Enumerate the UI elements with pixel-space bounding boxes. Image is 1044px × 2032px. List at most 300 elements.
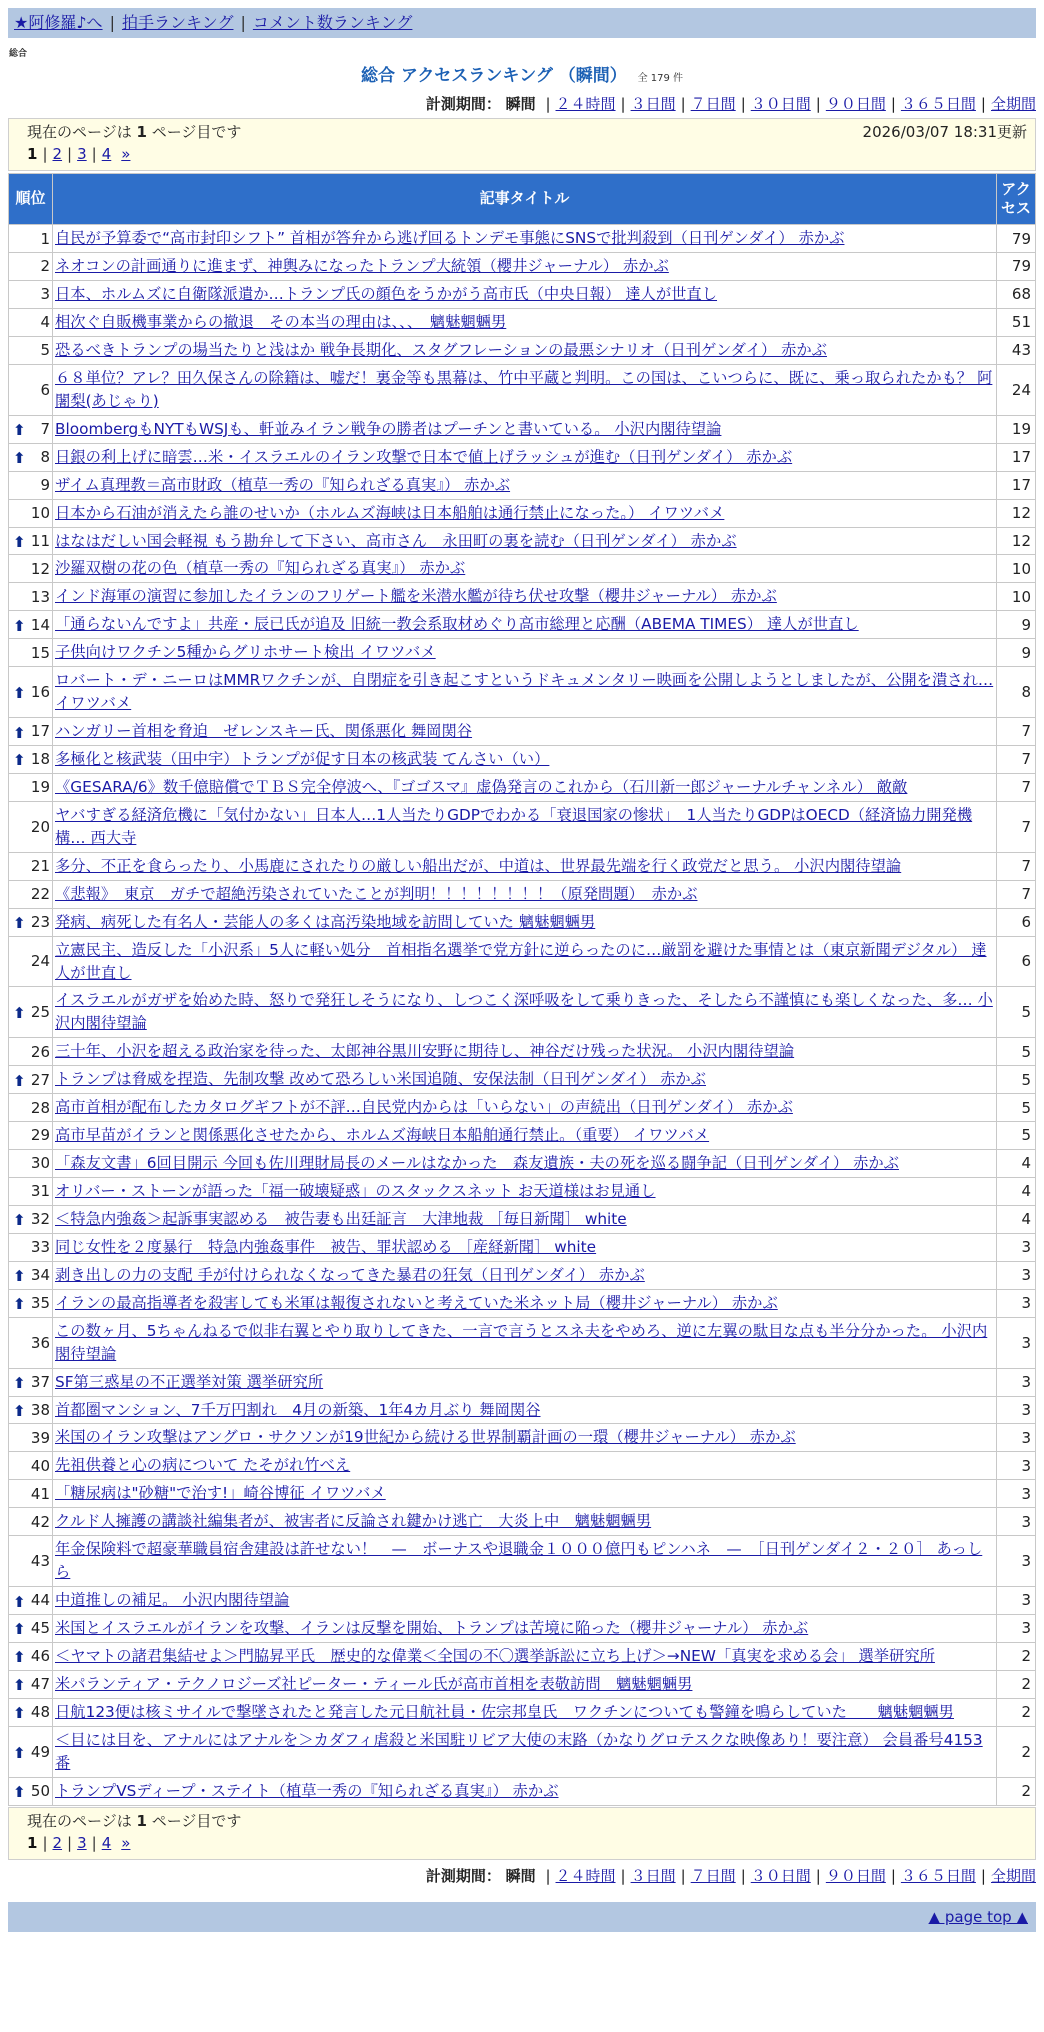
rank-number: 25 xyxy=(30,1003,50,1022)
period-current: 瞬間 xyxy=(505,1866,536,1885)
title-cell xyxy=(53,1234,996,1261)
category-label: 総合 xyxy=(9,49,28,59)
rank-number: 5 xyxy=(40,341,50,360)
access-count: 3 xyxy=(997,1234,1035,1261)
pager-link[interactable]: 2 xyxy=(52,145,63,164)
title-cell xyxy=(53,416,996,443)
rank-cell xyxy=(9,1615,52,1642)
period-separator: | xyxy=(890,94,896,113)
period-separator: | xyxy=(815,1866,821,1885)
article-link[interactable]: 子供向けワクチン5種からグリホサート検出 イワツバメ xyxy=(55,643,436,662)
rank-number: 33 xyxy=(30,1238,50,1257)
article-link[interactable]: ヤバすぎる経済危機に「気付かない」日本人…1人当たりGDPでわかる「衰退国家の惨状」 1人当たりGDPはOECD（経済協力開発機構… 西大寺 xyxy=(55,805,973,847)
rank-cell xyxy=(9,528,52,555)
arrow-up-icon: ⬆ xyxy=(13,1648,26,1667)
arrow-up-icon: ⬆ xyxy=(13,1783,26,1802)
access-count: 17 xyxy=(997,444,1035,471)
rank-number: 21 xyxy=(30,857,50,876)
period-link[interactable]: ３０日間 xyxy=(750,94,811,113)
rank-cell xyxy=(9,909,52,936)
article-link[interactable]: BloombergもNYTもWSJも、軒並みイラン戦争の勝者はプーチンと書いている。 小沢内閣待望論 xyxy=(55,419,722,438)
period-link[interactable]: ３日間 xyxy=(630,1866,676,1885)
article-link[interactable]: 自民が予算委で“高市封印シフト” 首相が答弁から逃げ回るトンデモ事態にSNSで批判殺到（日刊ゲンダイ） 赤かぶ xyxy=(55,229,845,248)
access-count: 10 xyxy=(997,583,1035,610)
access-count: 5 xyxy=(997,1066,1035,1093)
article-link[interactable]: 「森友文書」6回目開示 今回も佐川理財局長のメールはなかった 森友遺族・夫の死を巡る闘争記（日刊ゲンダイ） 赤かぶ xyxy=(55,1154,899,1173)
period-link[interactable]: 全期間 xyxy=(990,1866,1036,1885)
title-cell xyxy=(53,611,996,638)
rank-number: 34 xyxy=(30,1266,50,1285)
rank-cell xyxy=(9,1369,52,1396)
article-link[interactable]: 沙羅双樹の花の色（植草一秀の『知られざる真実』） 赤かぶ xyxy=(55,559,466,578)
rank-number: 36 xyxy=(30,1333,50,1352)
rank-cell xyxy=(9,1094,52,1121)
comment-ranking-link[interactable]: コメント数ランキング xyxy=(252,13,413,33)
rank-cell xyxy=(9,1671,52,1698)
access-count: 12 xyxy=(997,500,1035,527)
rank-number: 1 xyxy=(40,229,50,248)
title-cell xyxy=(53,881,996,908)
arrow-up-icon: ⬆ xyxy=(13,1004,26,1023)
arrow-up-icon: ⬆ xyxy=(13,1071,26,1090)
article-link[interactable]: 米国とイスラエルがイランを攻撃、イランは反撃を開始、トランプは苦境に陥った（櫻井ジャーナル） 赤かぶ xyxy=(55,1619,809,1637)
table-row xyxy=(9,253,1035,280)
rank-cell xyxy=(9,472,52,499)
page-info-prefix: 現在のページは xyxy=(27,1811,132,1830)
home-link[interactable]: ★阿修羅♪へ xyxy=(14,13,103,33)
title-cell xyxy=(53,1150,996,1177)
rank-number: 38 xyxy=(30,1400,50,1419)
article-link[interactable]: 三十年、小沢を超える政治家を待った、太郎神谷黒川安野に期待し、神谷だけ残った状況。 小沢内閣待望論 xyxy=(55,1042,795,1061)
article-link[interactable]: 日航123便は核ミサイルで撃墜されたと発言した元日航社員・佐宗邦皇氏 ワクチンについても警鐘を鳴らしていた 魑魅魍魎男 xyxy=(55,1702,954,1721)
page-top-link[interactable]: ▲ page top ▲ xyxy=(928,1907,1028,1926)
title-cell xyxy=(53,1424,996,1451)
arrow-up-icon: ⬆ xyxy=(13,1704,26,1723)
table-row xyxy=(9,1066,1035,1093)
article-link[interactable]: 日本から石油が消えたら誰のせいか（ホルムズ海峡は日本船舶は通行禁止になった。） イワツバメ xyxy=(55,503,725,522)
article-link[interactable]: ハンガリー首相を脅迫 ゼレンスキー氏、関係悪化 舞岡関谷 xyxy=(55,722,473,741)
rank-cell xyxy=(9,1150,52,1177)
bottom-bar xyxy=(8,1902,1036,1932)
top-nav-bar xyxy=(8,8,1036,38)
arrow-up-icon: ⬆ xyxy=(13,616,26,635)
rank-number: 44 xyxy=(30,1591,50,1610)
title-cell xyxy=(53,1262,996,1289)
article-link[interactable]: ＜特急内強姦＞起訴事実認める 被告妻も出廷証言 大津地裁 ［毎日新聞］ white xyxy=(55,1209,627,1228)
title-cell xyxy=(53,802,996,852)
table-row xyxy=(9,611,1035,638)
article-link[interactable]: ＜ヤマトの諸君集結せよ＞門脇昇平氏 歴史的な偉業＜全国の不〇選挙訴訟に立ち上げ＞→NEW「真実を求める会」 選挙研究所 xyxy=(55,1646,935,1665)
access-count: 3 xyxy=(997,1424,1035,1451)
article-link[interactable]: 日銀の利上げに暗雲…米・イスラエルのイラン攻撃で日本で値上げラッシュが進む（日刊ゲンダイ） 赤かぶ xyxy=(55,447,793,466)
rank-cell xyxy=(9,774,52,801)
rank-cell xyxy=(9,1206,52,1233)
nav-separator: | xyxy=(240,13,246,33)
article-link[interactable]: イスラエルがガザを始めた時、怒りで発狂しそうになり、しつこく深呼吸をして乗りきった、そしたら不謹慎にも楽しくなった、多… 小沢内閣待望論 xyxy=(55,991,993,1033)
period-label: 計測期間： xyxy=(425,1866,501,1885)
table-row xyxy=(9,309,1035,336)
table-row xyxy=(9,1150,1035,1177)
table-row xyxy=(9,1615,1035,1642)
title-cell xyxy=(53,1094,996,1121)
article-link[interactable]: 中道推しの補足。 小沢内閣待望論 xyxy=(55,1591,290,1610)
article-link[interactable]: 「通らないんですよ」共産・辰已氏が追及 旧統一教会系取材めぐり高市総理と応酬（ABEMA TIMES） 達人が世直し xyxy=(55,615,859,634)
table-row xyxy=(9,774,1035,801)
rank-cell xyxy=(9,1290,52,1317)
access-count: 12 xyxy=(997,528,1035,555)
access-count: 6 xyxy=(997,909,1035,936)
rank-cell xyxy=(9,937,52,987)
rank-cell xyxy=(9,225,52,252)
rank-cell xyxy=(9,639,52,666)
period-link[interactable]: ９０日間 xyxy=(825,94,886,113)
rank-number: 19 xyxy=(30,778,50,797)
table-row xyxy=(9,1778,1035,1805)
rank-number: 28 xyxy=(30,1098,50,1117)
pager-next-link[interactable]: » xyxy=(121,145,131,164)
col-title-header: 記事タイトル xyxy=(53,174,996,224)
rank-number: 32 xyxy=(30,1210,50,1229)
table-row xyxy=(9,909,1035,936)
table-row xyxy=(9,853,1035,880)
pager-separator: | xyxy=(91,145,97,164)
pager-separator: | xyxy=(42,145,48,164)
rank-number: 39 xyxy=(30,1428,50,1447)
article-link[interactable]: ネオコンの計画通りに進まず、神輿みになったトランプ大統領（櫻井ジャーナル） 赤かぶ xyxy=(55,257,669,276)
rank-cell xyxy=(9,1508,52,1535)
period-link[interactable]: ３６５日間 xyxy=(900,1866,976,1885)
table-row xyxy=(9,1397,1035,1424)
article-link[interactable]: 《GESARA/6》数千億賠償でＴＢＳ完全停波へ、『ゴゴスマ』虚偽発言のこれから（石川新一郎ジャーナルチャンネル） 敵敵 xyxy=(55,777,908,796)
article-link[interactable]: 日本、ホルムズに自衛隊派遣か…トランプ氏の顔色をうかがう高市氏（中央日報） 達人が世直し xyxy=(55,285,718,304)
period-current: 瞬間 xyxy=(505,94,536,113)
article-link[interactable]: 年金保険料で超豪華職員宿舎建設は許せない！ — ボーナスや退職金１０００億円もピンハネ — ［日刊ゲンダイ２・２０］ あっしら xyxy=(55,1540,983,1582)
rank-cell xyxy=(9,1397,52,1424)
rank-cell xyxy=(9,718,52,745)
access-count: 79 xyxy=(997,253,1035,280)
rank-number: 20 xyxy=(30,817,50,836)
article-link[interactable]: ロバート・デ・ニーロはMMRワクチンが、自閉症を引き起こすというドキュメンタリー映画を公開しようとしましたが、公開を潰され… イワツバメ xyxy=(55,671,994,713)
title-cell xyxy=(53,555,996,582)
title-cell xyxy=(53,281,996,308)
article-link[interactable]: インド海軍の演習に参加したイランのフリゲート艦を米潜水艦が待ち伏せ攻撃（櫻井ジャーナル） 赤かぶ xyxy=(55,587,777,606)
col-access-header: アクセス xyxy=(997,174,1035,224)
title-cell xyxy=(53,1587,996,1614)
rank-cell xyxy=(9,416,52,443)
article-link[interactable]: 相次ぐ自販機事業からの撤退 その本当の理由は、、、 魑魅魍魎男 xyxy=(55,313,507,331)
article-link[interactable]: イランの最高指導者を殺害しても米軍は報復されないと考えていた米ネット局（櫻井ジャーナル） 赤かぶ xyxy=(55,1293,778,1312)
period-link[interactable]: ３０日間 xyxy=(750,1866,811,1885)
article-link[interactable]: クルド人擁護の講談社編集者が、被害者に反論され鍵かけ逃亡 大炎上中 魑魅魍魎男 xyxy=(55,1512,652,1531)
title-cell xyxy=(53,1671,996,1698)
access-count: 3 xyxy=(997,1397,1035,1424)
arrow-up-icon: ⬆ xyxy=(13,1211,26,1230)
arrow-up-icon: ⬆ xyxy=(13,421,26,440)
period-separator: | xyxy=(980,1866,986,1885)
pager-separator: | xyxy=(91,1833,97,1852)
total-count: 全 179 件 xyxy=(637,73,684,84)
pager-current: 1 xyxy=(27,1833,38,1852)
article-link[interactable]: 剥き出しの力の支配 手が付けられなくなってきた暴君の狂気（日刊ゲンダイ） 赤かぶ xyxy=(55,1265,645,1284)
rank-cell xyxy=(9,987,52,1037)
table-row xyxy=(9,281,1035,308)
rank-number: 4 xyxy=(40,313,50,332)
period-link[interactable]: 全期間 xyxy=(990,94,1036,113)
pager-link[interactable]: 3 xyxy=(77,1833,87,1852)
period-separator: | xyxy=(980,94,986,113)
period-link[interactable]: ３６５日間 xyxy=(900,94,976,113)
rank-number: 9 xyxy=(40,475,50,494)
period-link[interactable]: ２４時間 xyxy=(555,94,616,113)
arrow-up-icon: ⬆ xyxy=(13,1267,26,1286)
title-cell xyxy=(53,1615,996,1642)
period-link[interactable]: ７日間 xyxy=(690,1866,736,1885)
pager-link[interactable]: 4 xyxy=(101,1833,112,1852)
table-row xyxy=(9,1178,1035,1205)
access-count: 19 xyxy=(997,416,1035,443)
pager-separator: | xyxy=(67,1833,73,1852)
rank-number: 8 xyxy=(40,448,50,467)
article-link[interactable]: はなはだしい国会軽視 もう勘弁して下さい、高市さん 永田町の裏を読む（日刊ゲンダイ） 赤かぶ xyxy=(55,531,737,550)
period-link[interactable]: ２４時間 xyxy=(555,1866,616,1885)
article-link[interactable]: SF第三惑星の不正選挙対策 選挙研究所 xyxy=(55,1372,324,1391)
table-row xyxy=(9,1587,1035,1614)
article-link[interactable]: オリバー・ストーンが語った「福一破壊疑惑」のスタックスネット お天道様はお見通し xyxy=(55,1182,656,1200)
rank-cell xyxy=(9,853,52,880)
rank-cell xyxy=(9,1452,52,1479)
table-row xyxy=(9,1318,1035,1368)
title-cell xyxy=(53,472,996,499)
pager-link[interactable]: 3 xyxy=(77,145,87,164)
article-link[interactable]: 発病、病死した有名人・芸能人の多くは高汚染地域を訪問していた 魑魅魍魎男 xyxy=(55,912,596,931)
period-separator: | xyxy=(890,1866,896,1885)
rank-number: 43 xyxy=(30,1552,50,1570)
rank-number: 22 xyxy=(30,885,50,904)
rank-number: 2 xyxy=(40,257,50,276)
rank-cell xyxy=(9,1318,52,1368)
access-count: 3 xyxy=(997,1290,1035,1317)
table-row xyxy=(9,746,1035,773)
access-count: 6 xyxy=(997,937,1035,987)
access-count: 7 xyxy=(997,881,1035,908)
access-count: 5 xyxy=(997,1094,1035,1121)
rank-number: 14 xyxy=(30,615,50,634)
rank-number: 3 xyxy=(40,285,50,304)
rank-number: 46 xyxy=(30,1647,50,1666)
access-count: 51 xyxy=(997,309,1035,336)
article-link[interactable]: 立憲民主、造反した「小沢系」5人に軽い処分 首相指名選挙で党方針に逆らったのに…厳罰を避けた事情とは（東京新聞デジタル） 達人が世直し xyxy=(55,940,987,982)
access-count: 7 xyxy=(997,774,1035,801)
period-link[interactable]: ７日間 xyxy=(690,94,736,113)
access-count: 7 xyxy=(997,746,1035,773)
title-cell xyxy=(53,528,996,555)
article-link[interactable]: 米国のイラン攻撃はアングロ・サクソンが19世紀から続ける世界制覇計画の一環（櫻井ジャーナル） 赤かぶ xyxy=(55,1428,796,1447)
table-row xyxy=(9,987,1035,1037)
article-link[interactable]: 先祖供養と心の病について たそがれ竹べえ xyxy=(55,1456,351,1475)
rank-cell xyxy=(9,1587,52,1614)
title-cell xyxy=(53,1480,996,1507)
rank-cell xyxy=(9,365,52,415)
title-cell xyxy=(53,1178,996,1205)
article-link[interactable]: ザイム真理教＝高市財政（植草一秀の『知られざる真実』） 赤かぶ xyxy=(55,475,511,494)
rank-number: 41 xyxy=(30,1484,50,1503)
table-row xyxy=(9,1699,1035,1726)
period-separator: | xyxy=(620,94,626,113)
rank-cell xyxy=(9,281,52,308)
rank-number: 47 xyxy=(30,1675,50,1694)
rank-number: 35 xyxy=(30,1294,50,1313)
table-row xyxy=(9,1122,1035,1149)
rank-cell xyxy=(9,881,52,908)
pager-link[interactable]: 4 xyxy=(101,145,112,164)
title-cell xyxy=(53,1508,996,1535)
title-cell xyxy=(53,1290,996,1317)
rank-cell xyxy=(9,1778,52,1805)
article-link[interactable]: 高市早苗がイランと関係悪化させたから、ホルムズ海峡日本船舶通行禁止。（重要） イワツバメ xyxy=(55,1126,710,1145)
title-cell xyxy=(53,909,996,936)
article-link[interactable]: 多極化と核武装（田中宇）トランプが促す日本の核武装 てんさい（い） xyxy=(55,750,550,768)
table-row xyxy=(9,881,1035,908)
rank-cell xyxy=(9,555,52,582)
rank-cell xyxy=(9,1122,52,1149)
access-count: 7 xyxy=(997,802,1035,852)
access-count: 2 xyxy=(997,1671,1035,1698)
table-row xyxy=(9,555,1035,582)
nav-separator: | xyxy=(109,13,115,33)
article-link[interactable]: 恐るべきトランプの場当たりと浅はか 戦争長期化、スタグフレーションの最悪シナリオ（日刊ゲンダイ） 赤かぶ xyxy=(55,340,827,359)
rank-number: 23 xyxy=(30,912,50,931)
period-separator: | xyxy=(620,1866,626,1885)
article-link[interactable]: ６８単位？アレ？田久保さんの除籍は、嘘だ！裏金等も黒幕は、竹中平蔵と判明。この国は、こいつらに、既に、乗っ取られたかも？ 阿闍梨(あじゃり) xyxy=(55,368,993,410)
article-link[interactable]: 首都圏マンション、7千万円割れ 4月の新築、1年4カ月ぶり 舞岡関谷 xyxy=(55,1400,541,1419)
page-info-box xyxy=(8,118,1036,171)
period-label: 計測期間： xyxy=(425,94,501,113)
access-count: 3 xyxy=(997,1452,1035,1479)
pager xyxy=(27,1833,1027,1853)
rank-cell xyxy=(9,802,52,852)
rank-number: 31 xyxy=(30,1182,50,1201)
access-count: 2 xyxy=(997,1778,1035,1805)
rank-number: 12 xyxy=(30,559,50,578)
rank-number: 17 xyxy=(30,722,50,741)
page-info-number: 1 xyxy=(136,1811,147,1830)
rank-number: 37 xyxy=(30,1372,50,1391)
rank-cell xyxy=(9,1234,52,1261)
pager-link[interactable]: 2 xyxy=(52,1833,63,1852)
title-cell xyxy=(53,365,996,415)
title-cell xyxy=(53,774,996,801)
rank-cell xyxy=(9,583,52,610)
rank-cell xyxy=(9,667,52,717)
rank-cell xyxy=(9,1536,52,1586)
access-count: 7 xyxy=(997,718,1035,745)
title-cell xyxy=(53,500,996,527)
table-row xyxy=(9,1671,1035,1698)
ranking-table xyxy=(8,173,1036,1805)
arrow-up-icon: ⬆ xyxy=(13,914,26,933)
title-cell xyxy=(53,639,996,666)
rank-cell xyxy=(9,1727,52,1777)
rank-number: 16 xyxy=(30,683,50,701)
access-count: 4 xyxy=(997,1150,1035,1177)
article-link[interactable]: この数ヶ月、5ちゃんねるで似非右翼とやり取りしてきた、一言で言うとスネ夫をやめろ、逆に左翼の駄目な点も半分分かった。 小沢内閣待望論 xyxy=(55,1321,988,1363)
access-count: 43 xyxy=(997,337,1035,364)
rank-cell xyxy=(9,1480,52,1507)
article-link[interactable]: 同じ女性を２度暴行 特急内強姦事件 被告、罪状認める ［産経新聞］ white xyxy=(55,1237,597,1256)
table-row xyxy=(9,937,1035,987)
article-link[interactable]: トランプは脅威を捏造、先制攻撃 改めて恐ろしい米国追随、安保法制（日刊ゲンダイ） 赤かぶ xyxy=(55,1070,706,1089)
rank-number: 26 xyxy=(30,1042,50,1061)
table-row xyxy=(9,1038,1035,1065)
article-link[interactable]: 高市首相が配布したカタログギフトが不評…自民党内からは「いらない」の声続出（日刊ゲンダイ） 赤かぶ xyxy=(55,1098,793,1117)
table-row xyxy=(9,1262,1035,1289)
article-link[interactable]: 「糖尿病は"砂糖"で治す!」崎谷博征 イワツバメ xyxy=(55,1484,386,1503)
period-selector xyxy=(0,94,1044,114)
title-cell xyxy=(53,1536,996,1586)
page-info-suffix: ページ目です xyxy=(151,1811,242,1830)
article-link[interactable]: 多分、不正を食らったり、小馬鹿にされたりの厳しい船出だが、中道は、世界最先端を行く政党だと思う。 小沢内閣待望論 xyxy=(55,856,902,875)
title-cell xyxy=(53,225,996,252)
rank-cell xyxy=(9,611,52,638)
clap-ranking-link[interactable]: 拍手ランキング xyxy=(121,13,234,33)
rank-number: 15 xyxy=(30,643,50,662)
period-link[interactable]: ９０日間 xyxy=(825,1866,886,1885)
access-count: 3 xyxy=(997,1587,1035,1614)
title-cell xyxy=(53,1318,996,1368)
access-count: 4 xyxy=(997,1178,1035,1205)
table-row xyxy=(9,639,1035,666)
article-link[interactable]: ＜目には目を、アナルにはアナルを＞カダフィ虐殺と米国駐リビア大使の末路（かなりグロテスクな映像あり！要注意） 会員番号4153番 xyxy=(55,1730,983,1772)
table-row xyxy=(9,1290,1035,1317)
pager-next-link[interactable]: » xyxy=(121,1833,131,1852)
article-link[interactable]: 《悲報》 東京 ガチで超絶汚染されていたことが判明！！！！！！！！（原発問題） 赤かぶ xyxy=(55,884,698,903)
rank-cell xyxy=(9,253,52,280)
pager-separator: | xyxy=(42,1833,48,1852)
rank-cell xyxy=(9,337,52,364)
access-count: 3 xyxy=(997,1369,1035,1396)
title-cell xyxy=(53,1778,996,1805)
rank-number: 13 xyxy=(30,587,50,606)
period-link[interactable]: ３日間 xyxy=(630,94,676,113)
access-count: 3 xyxy=(997,1536,1035,1586)
ranking-heading xyxy=(0,65,1044,88)
title-cell xyxy=(53,853,996,880)
rank-cell xyxy=(9,444,52,471)
access-count: 5 xyxy=(997,987,1035,1037)
access-count: 5 xyxy=(997,1122,1035,1149)
table-row xyxy=(9,1234,1035,1261)
title-cell xyxy=(53,718,996,745)
article-link[interactable]: トランプVSディープ・ステイト（植草一秀の『知られざる真実』） 赤かぶ xyxy=(55,1781,559,1800)
access-count: 3 xyxy=(997,1615,1035,1642)
table-row xyxy=(9,1727,1035,1777)
access-count: 79 xyxy=(997,225,1035,252)
title-cell xyxy=(53,1369,996,1396)
period-separator: | xyxy=(740,94,746,113)
rank-number: 29 xyxy=(30,1126,50,1145)
rank-cell xyxy=(9,1038,52,1065)
access-count: 3 xyxy=(997,1508,1035,1535)
rank-cell xyxy=(9,746,52,773)
rank-number: 10 xyxy=(30,503,50,522)
title-cell xyxy=(53,987,996,1037)
arrow-up-icon: ⬆ xyxy=(13,684,26,703)
page-info-suffix: ページ目です xyxy=(151,123,242,142)
table-row xyxy=(9,1094,1035,1121)
article-link[interactable]: 米パランティア・テクノロジーズ社ピーター・ティール氏が高市首相を表敬訪問 魑魅魍魎男 xyxy=(55,1674,693,1693)
title-cell xyxy=(53,583,996,610)
rank-cell xyxy=(9,1262,52,1289)
